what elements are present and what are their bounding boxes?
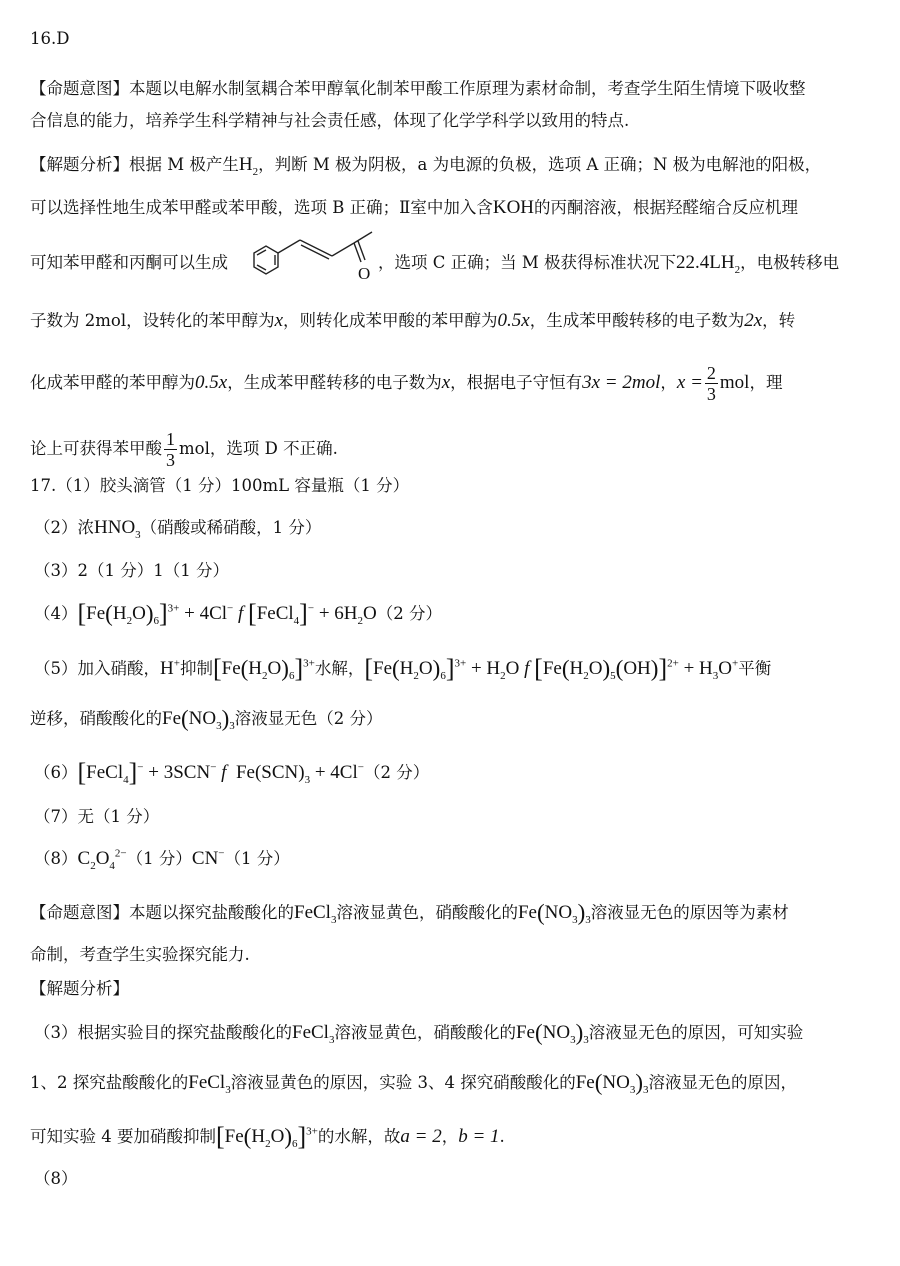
equation-thiocyanate: [FeCl$_4$]− + 3SCN− f $Fe(SCN)_3 + 4Cl^-$ [77,758,364,787]
text: mol，选项 D 不正确. [179,439,338,458]
var-0-5x: 0.5x [497,310,530,331]
intent-tag: 【命题意图】 [30,79,129,98]
formula-koh: KOH [492,197,535,218]
text: 化成苯甲醛的苯甲醇为 [30,373,195,392]
formula-h2: $H_2$ [238,154,259,178]
q17-part8-end: （8） [34,1169,78,1188]
oxygen-label: O [358,264,371,283]
equation-3x: 3x = 2mol [582,372,661,393]
equation-hydrolysis: $[Fe(H_2O)_6]^{3+} + H_2O$ f $[Fe(H_2O)_5(OH)]^{2+} + H_3O^+$ [364,654,739,683]
formula-22-4lh2: $22.4LH_2$ [676,252,741,276]
q16-analysis-line1 [30,154,821,176]
q17-part8: $(8)C_2O_4^{2-}(1$ 分）CN−（1 分） [34,847,290,872]
text: ，理 [749,373,783,392]
analysis-tag: 【解题分析】 [30,155,129,174]
intent-text: 本题以电解水制氢耦合苯甲醇氧化制苯甲酸工作原理为素材命制，考查学生陌生情境下吸收整 [129,79,806,98]
q17-intent-line2: 命制，考查学生实验探究能力. [30,945,250,964]
formula-fe-no3-3: $Fe(NO_3)_3$ [517,900,591,926]
q17-part7: （7）无（1 分） [34,807,160,826]
q17-part5-line1: （5）加入硝酸，H+抑制$[Fe(H_2O)_6]^{3+}$水解，$[Fe(H_2O)_6]^{3+} + H_2O$ f $[Fe(H_2O)_5(OH)]^{2+} + H_3O^+$平衡 [34,654,772,683]
text: ，生成苯甲酸转移的电子数为 [529,311,745,330]
q17-part3: （3）2（1 分）1（1 分） [34,561,229,580]
var-2x: 2x [744,310,763,331]
q17-analysis-line2: 1、2 探究盐酸酸化的FeCl$_3$溶液显黄色的原因，实验 3、4 探究硝酸酸化的$Fe(NO_3)_3$溶液显无色的原因， [30,1070,797,1096]
formula-c2o4: $C_2O_4^{2-}$ [77,847,127,872]
q17-intent-line1: 【命题意图】本题以探究盐酸酸化的FeCl$_3$溶液显黄色，硝酸酸化的$Fe(NO_3)_3$溶液显无色的原因等为素材 [30,900,789,926]
fraction-2-3: $\frac{2}{3}$ [706,363,716,404]
equation-b: b = 1 [458,1126,500,1147]
text: ，判断 M 极为阴极，a 为电源的负极，选项 A 正确；N 极为电解池的阳极， [258,155,822,174]
text: 的丙酮溶液，根据羟醛缩合反应机理 [534,198,799,217]
text: 可以选择性地生成苯甲醛或苯甲酸，选项 B 正确；Ⅱ室中加入含 [30,198,493,217]
q16-intent-line1 [30,78,806,100]
text: 根据 M 极产生 [129,155,239,174]
formula-fecl3: FeCl$_3$ [294,902,337,926]
text: ，转 [762,311,796,330]
q17-part6: （6）[FeCl$_4$]− + 3SCN− f $Fe(SCN)_3 + 4Cl^-(2$ 分） [34,758,430,787]
var-x: x [441,372,451,393]
q17-analysis-tag: 【解题分析】 [30,979,129,998]
formula-fe-no3-3: $Fe(NO_3)_3$ [162,706,235,732]
formula-fe-no3-3: $Fe(NO_3)_3$ [575,1070,649,1096]
formula-fe-no3-3: $Fe(NO_3)_3$ [515,1020,589,1046]
q16-analysis-line5: 化成苯甲醛的苯甲醇为0.5x，生成苯甲醛转移的电子数为x，根据电子守恒有3x = 2mol，x = $\frac{2}{3}$ mol，理 [30,363,783,404]
text: ，则转化成苯甲酸的苯甲醇为 [283,311,498,330]
var-0-5x: 0.5x [195,372,228,393]
text: 子数为 2mol，设转化的苯甲醇为 [30,311,275,330]
unit-mol: mol [719,372,750,393]
q16-intent-line2: 合信息的能力，培养学生科学精神与社会责任感，体现了化学学科学以致用的特点. [30,111,630,130]
text: ，选项 C 正确；当 M 极获得标准状况下 [378,253,676,272]
text: ，生成苯甲醛转移的电子数为 [227,373,442,392]
q17-part2: （2）浓$HNO_3$（硝酸或稀硝酸，1 分） [34,517,322,541]
q17-analysis-line3: 可知实验 4 要加硝酸抑制$[Fe(H_2O)_6]^{3+}$的水解，故a = 2，b = 1. [30,1122,505,1151]
formula-fe-h2o6: $[Fe(H_2O)_6]^{3+}$ [216,1122,318,1151]
text: ，根据电子守恒有 [450,373,583,392]
q16-analysis-line2 [30,197,798,219]
formula-fecl3: FeCl$_3$ [188,1072,231,1096]
q16-analysis-line4 [30,310,795,332]
text: ，电极转移电 [740,253,840,272]
benzylideneacetone-structure [242,226,392,286]
q16-analysis-line3 [30,252,839,274]
var-x: x [274,310,284,331]
q17-analysis-line1: （3）根据实验目的探究盐酸酸化的FeCl$_3$溶液显黄色，硝酸酸化的$Fe(NO_3)_3$溶液显无色的原因，可知实验 [34,1020,804,1046]
q16-analysis-line6 [30,429,338,470]
equation-a: a = 2 [400,1126,442,1147]
q17-part5-line2: 逆移，硝酸酸化的$Fe(NO_3)_3$溶液显无色（2 分） [30,706,383,732]
q17-part1: 17.（1）胶头滴管（1 分）100mL 容量瓶（1 分） [30,476,410,495]
q16-answer: 16.D [30,29,70,48]
equation-x: x = [676,372,703,393]
fraction-1-3: $\frac{1}{3}$ [166,429,175,470]
formula-cn: CN− [191,847,225,869]
formula-fecl3: FeCl$_3$ [292,1022,335,1046]
formula-h-plus: H+ [160,657,180,679]
q17-part4: $(4)[Fe(H_2O)_6]^{3+} + 4Cl^-$ f [FeCl$_4$]− + $6H_2O(2$ 分） [34,599,442,628]
equation-fecl4: $[Fe(H_2O)_6]^{3+} + 4Cl^-$ f [FeCl$_4$]− + $6H_2O$ [77,599,377,628]
formula-hno3: $HNO_3$ [94,517,141,541]
text: 论上可获得苯甲酸 [30,439,162,458]
formula-fe-h2o6: $[Fe(H_2O)_6]^{3+}$ [212,654,315,683]
text: 可知苯甲醛和丙酮可以生成 [30,253,228,272]
